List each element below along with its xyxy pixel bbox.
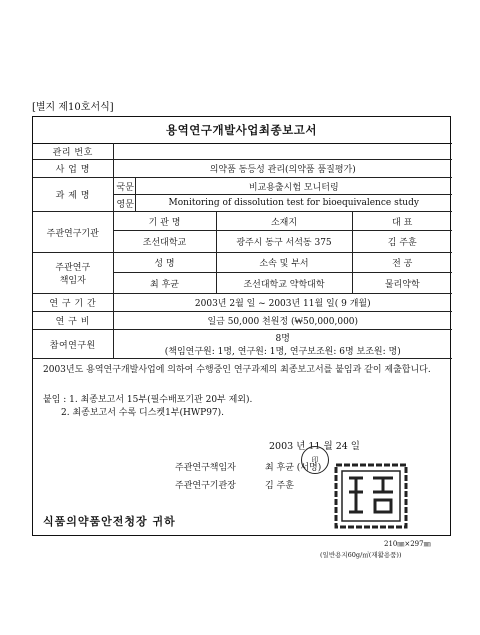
lead-signature-role: 주관연구책임자	[175, 463, 236, 473]
org-name-value: 조선대학교	[113, 231, 216, 253]
lead-header-major: 전 공	[352, 253, 452, 273]
org-header-name: 기 관 명	[113, 212, 216, 231]
org-header-rep: 대 표	[352, 212, 452, 231]
personal-seal-icon: 印	[301, 446, 329, 474]
task-label: 과 제 명	[33, 178, 113, 212]
row-management-number	[33, 144, 452, 160]
form-title: 용역연구개발사업최종보고서	[166, 123, 317, 137]
mgmt-no-label: 관리 번호	[33, 144, 113, 160]
lead-dept-value: 조선대학교 약학대학	[216, 273, 352, 294]
org-signature-role: 주관연구기관장	[175, 481, 236, 491]
official-seal-icon	[333, 462, 409, 530]
row-org-headers	[33, 212, 452, 231]
cost-value: 일금 50,000 천원정 (₩50,000,000)	[113, 312, 452, 330]
project-value: 의약품 동등성 관리(의약품 품질평가)	[113, 160, 452, 178]
project-label: 사 업 명	[33, 160, 113, 178]
lead-label-line2: 책임자	[59, 276, 86, 286]
task-en-label: 영문	[113, 195, 135, 212]
org-header-location: 소재지	[216, 212, 352, 231]
task-kr-label: 국문	[113, 178, 135, 195]
submission-date: 2003 년 11 월 24 일	[269, 441, 360, 452]
paper-type-note: (일반용지60g/㎡(재활용품))	[320, 551, 402, 559]
org-rep-value: 김 주훈	[352, 231, 452, 253]
period-value: 2003년 2월 일 ~ 2003년 11월 일( 9 개월)	[113, 294, 452, 312]
staff-label: 참여연구원	[33, 330, 113, 359]
lead-signature-name: 최 후균 (서명)	[265, 463, 322, 473]
attachment-2: 2. 최종보고서 수록 디스켓1부(HWP97).	[61, 408, 225, 418]
staff-value	[113, 330, 452, 359]
lead-header-name: 성 명	[113, 253, 216, 273]
report-form	[32, 116, 451, 536]
lead-name-value: 최 후균	[113, 273, 216, 294]
staff-total: 8명	[275, 334, 290, 344]
attachment-1: 붙임 : 1. 최종보고서 15부(필수배포기관 20부 제외).	[43, 395, 253, 405]
task-en-value: Monitoring of dissolution test for bioequivalence study	[135, 195, 452, 212]
row-cost	[33, 312, 452, 330]
submission-statement: 2003년도 용역연구개발사업에 의하여 수행중인 연구과제의 최종보고서를 붙임과 같이 제출합니다.	[43, 365, 431, 375]
org-label: 주관연구기관	[33, 212, 113, 253]
lead-header-dept: 소속 및 부서	[216, 253, 352, 273]
row-staff	[33, 330, 452, 359]
addressee: 식품의약품안전청장 귀하	[43, 515, 176, 528]
lead-label-line1: 주관연구	[55, 263, 91, 273]
row-task-korean	[33, 178, 452, 195]
form-number-label: [별지 제10호서식]	[32, 102, 114, 113]
task-kr-value: 비교용출시험 모니터링	[135, 178, 452, 195]
submission-section	[33, 358, 450, 535]
row-project	[33, 160, 452, 178]
report-info-table	[33, 143, 452, 359]
row-lead-headers	[33, 253, 452, 273]
cost-label: 연 구 비	[33, 312, 113, 330]
period-label: 연 구 기 간	[33, 294, 113, 312]
mgmt-no-value	[113, 144, 452, 160]
staff-detail: (책임연구원: 1명, 연구원: 1명, 연구보조원: 6명 보조원: 명)	[164, 347, 401, 357]
paper-size-note: 210㎜×297㎜	[384, 540, 431, 548]
org-signature-name: 김 주훈	[265, 481, 294, 491]
lead-major-value: 물리약학	[352, 273, 452, 294]
row-period	[33, 294, 452, 312]
lead-label	[33, 253, 113, 294]
org-location-value: 광주시 동구 서석동 375	[216, 231, 352, 253]
